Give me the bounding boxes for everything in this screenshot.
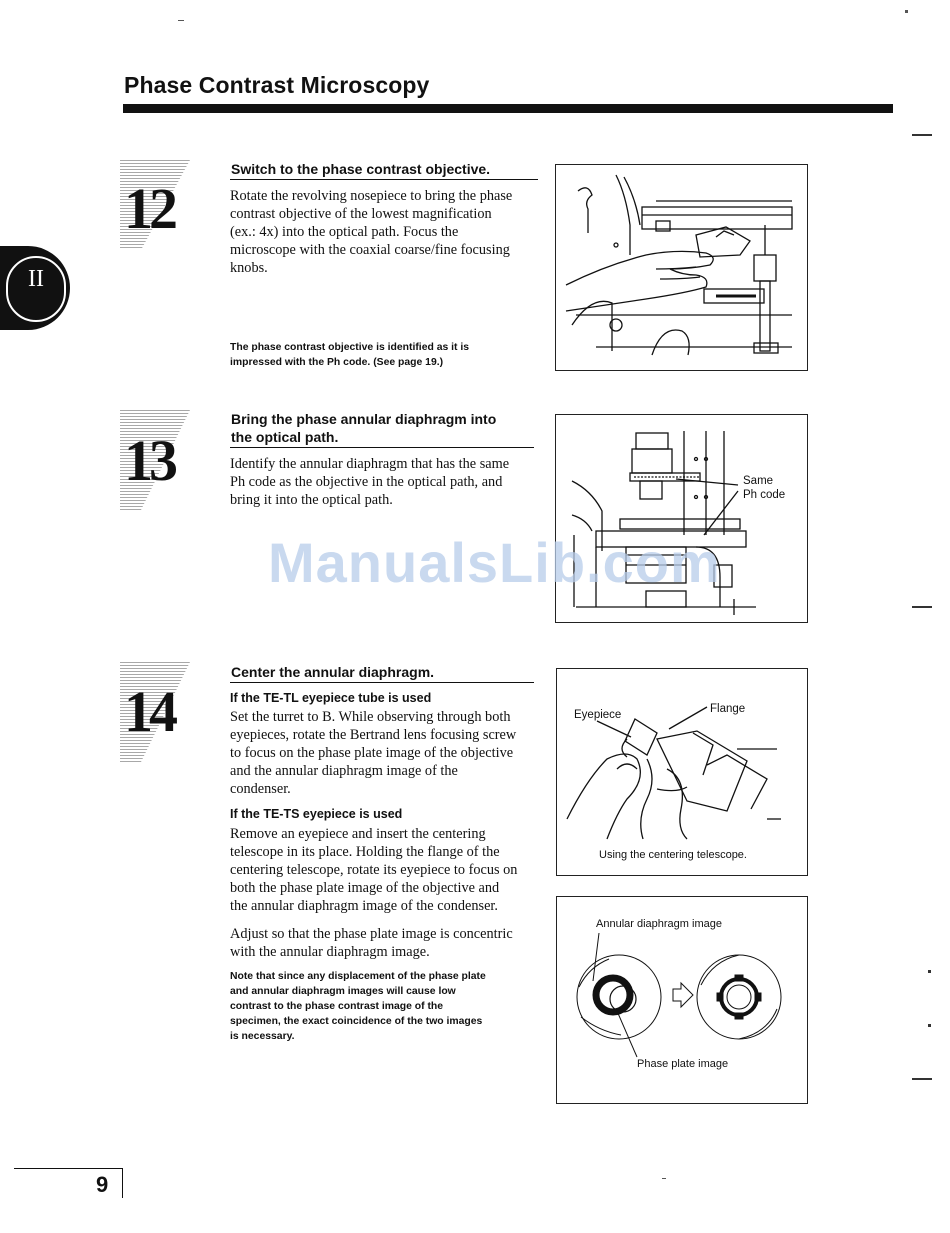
eyepiece-label: Eyepiece bbox=[574, 709, 622, 721]
centering-telescope-illustration bbox=[557, 669, 807, 875]
figure-centering-telescope bbox=[556, 668, 808, 876]
step-13-body: Identify the annular diaphragm that has the same Ph code as the objective in the optical path, and bring it into the optical path. bbox=[230, 456, 510, 508]
step-14-note: Note that since any displacement of the phase plate and annular diaphragm images will cause low contrast to the phase contrast image of the specimen, the exact coincidence of the two images is necessary. bbox=[230, 971, 486, 1042]
margin-dot bbox=[928, 970, 931, 973]
margin-mark bbox=[912, 134, 932, 136]
flange-label: Flange bbox=[710, 703, 746, 715]
same-ph-code-label: Same Ph code bbox=[743, 475, 786, 501]
phase-plate-image-label: Phase plate image bbox=[637, 1058, 729, 1070]
watermark: ManualsLib.com bbox=[268, 531, 721, 594]
figure-nosepiece bbox=[555, 164, 808, 371]
section-tab-label: II bbox=[28, 266, 44, 292]
margin-mark bbox=[912, 1078, 932, 1080]
top-small-dot bbox=[905, 10, 908, 13]
step-12-heading-rule bbox=[230, 179, 538, 180]
step-12-body: Rotate the revolving nosepiece to bring the phase contrast objective of the lowest magnification (ex.: 4x) into the optical path. Focus the microscope with the coaxial coarse/fine focusing knobs. bbox=[230, 188, 513, 276]
step-14-subheading-tl: If the TE-TL eyepiece tube is used bbox=[230, 691, 432, 705]
annular-diaphragm-image-label: Annular diaphragm image bbox=[596, 918, 722, 930]
microscope-hand-illustration bbox=[556, 165, 807, 370]
step-14-subheading-ts: If the TE-TS eyepiece is used bbox=[230, 807, 403, 821]
footer-rule bbox=[14, 1168, 122, 1169]
top-small-dash bbox=[178, 20, 184, 21]
step-13-heading-rule bbox=[230, 447, 534, 448]
step-14-number: 14 bbox=[124, 679, 174, 744]
step-14-body-tl: Set the turret to B. While observing through both eyepieces, rotate the Bertrand lens focusing screw to focus on the phase plate image of the objective and the annular diaphragm image of the condenser. bbox=[230, 709, 517, 797]
step-14-heading-rule bbox=[230, 682, 534, 683]
step-12-note: The phase contrast objective is identified as it is impressed with the Ph code. (See page 19.) bbox=[230, 342, 470, 368]
page-number: 9 bbox=[96, 1172, 109, 1197]
margin-mark bbox=[912, 606, 932, 608]
step-14-body-adjust: Adjust so that the phase plate image is concentric with the annular diaphragm image. bbox=[230, 926, 513, 960]
margin-dot bbox=[928, 1024, 931, 1027]
footer-vertical-rule bbox=[122, 1168, 123, 1198]
centering-telescope-caption: Using the centering telescope. bbox=[599, 849, 747, 861]
step-14-heading: Center the annular diaphragm. bbox=[231, 664, 435, 680]
footer-dot bbox=[662, 1178, 666, 1179]
step-12-heading: Switch to the phase contrast objective. bbox=[231, 161, 491, 177]
figure-concentric-images bbox=[556, 896, 808, 1104]
step-13-heading: Bring the phase annular diaphragm into the optical path. bbox=[231, 411, 497, 445]
step-13-number: 13 bbox=[124, 428, 174, 493]
step-12-number: 12 bbox=[124, 176, 174, 241]
page-title: Phase Contrast Microscopy bbox=[124, 72, 430, 98]
title-rule bbox=[123, 104, 893, 113]
step-14-body-ts: Remove an eyepiece and insert the centering telescope in its place. Holding the flange of the centering telescope, rotate its eyepiece to focus on both the phase plate image of the objective and the annular diaphragm image of the condenser. bbox=[230, 826, 518, 914]
